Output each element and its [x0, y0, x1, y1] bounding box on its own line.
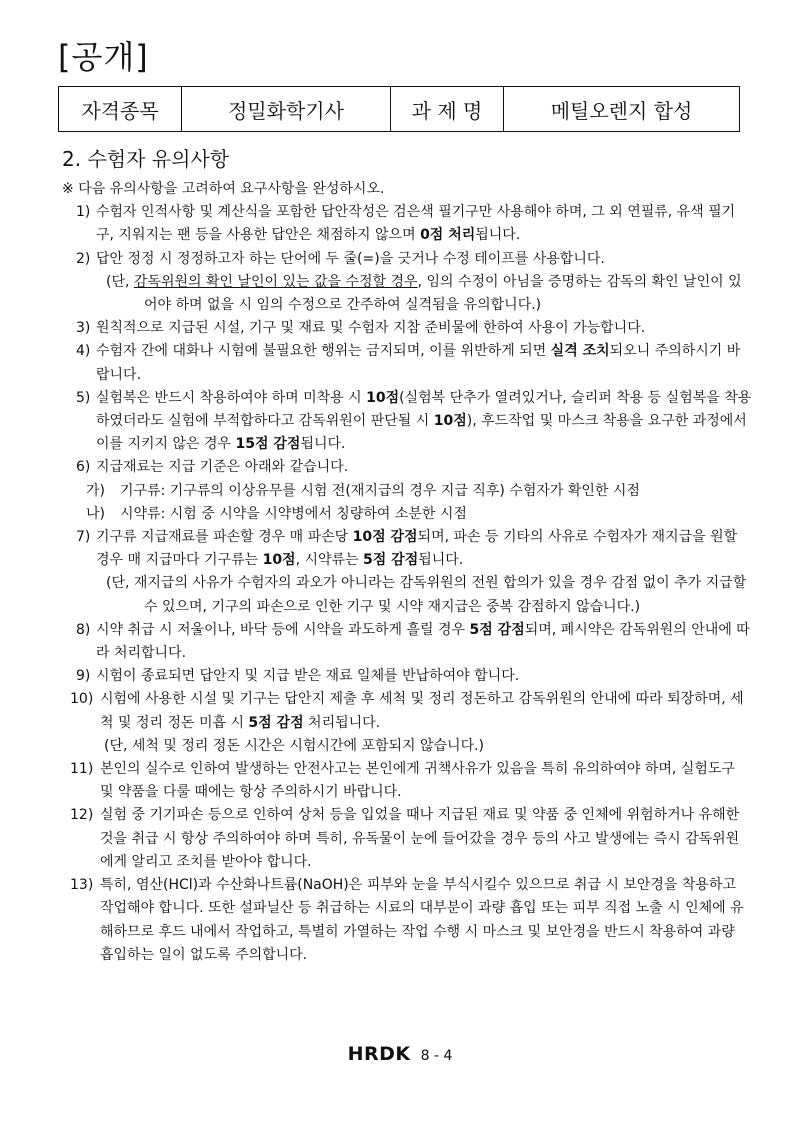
- item-note: (단, 세척 및 정리 정돈 시간은 시험시간에 포함되지 않습니다.): [104, 737, 485, 754]
- item-number: 6): [76, 459, 91, 476]
- emphasis-text: 5점 감점: [469, 621, 525, 638]
- item-number: 1): [76, 204, 91, 221]
- list-item: [62, 758, 752, 804]
- item-text: 원칙적으로 지급된 시설, 기구 및 재료 및 수험자 지참 준비물에 한하여 사용이 가능합니다.: [96, 320, 646, 337]
- item-number: 10): [70, 691, 94, 708]
- list-item: [62, 619, 752, 665]
- emphasis-text: 실격 조치: [550, 343, 610, 360]
- item-text: 되며, 파손 등 기타의 사유로 수험자가 재지급을 원할 경우 매 지급마다 기구류는: [96, 529, 738, 569]
- sub-item-number: 나): [86, 505, 105, 522]
- emphasis-text: 10점: [433, 413, 467, 430]
- item-number: 8): [76, 621, 91, 638]
- item-number: 12): [70, 807, 94, 824]
- item-text: 됩니다.: [300, 436, 346, 453]
- page-footer: [0, 1043, 800, 1065]
- item-text: 처리됩니다.: [303, 714, 381, 731]
- emphasis-text: 0점 처리: [420, 227, 476, 244]
- emphasis-text: 5점 감점: [363, 552, 419, 569]
- field-value-qualification: 정밀화학기사: [182, 87, 391, 132]
- field-label-qualification: 자격종목: [59, 87, 182, 132]
- item-note: [62, 271, 752, 317]
- list-item: [62, 387, 752, 457]
- note-text: , 임의 수정이 아님을 증명하는 감독의 확인 날인이 있어야 하며 없을 시 임의 수정으로 간주하여 실격됨을 유의합니다.): [144, 273, 742, 314]
- item-number: 2): [76, 250, 91, 267]
- item-text: 시험에 사용한 시설 및 기구는 답안지 제출 후 세척 및 정리 정돈하고 감독위원의 안내에 따라 퇴장하며, 세척 및 정리 정돈 미흡 시: [100, 691, 744, 731]
- item-text: 실험복은 반드시 착용하여야 하며 미착용 시: [96, 389, 367, 406]
- item-number: 5): [76, 389, 91, 406]
- item-text: 기구류 지급재료를 파손할 경우 매 파손당: [96, 529, 353, 546]
- emphasis-text: 10점: [366, 389, 400, 406]
- field-value-task: 메틸오렌지 합성: [504, 87, 740, 132]
- sub-item: [62, 503, 752, 526]
- list-item: [62, 317, 752, 340]
- note-text: (단,: [106, 273, 134, 290]
- item-text: 수험자 간에 대화나 시험에 불필요한 행위는 금지되며, 이를 위반하게 되면: [96, 343, 551, 360]
- list-item: [62, 874, 752, 967]
- hrdk-logo: HRDK: [347, 1043, 411, 1065]
- item-text: (실험복 단추가 열려있거나, 슬리퍼 착용 등 실험복을 착용하였더라도 실험에 부적합하다고 감독위원이 판단될 시: [96, 389, 752, 430]
- section-title: 2. 수험자 유의사항: [62, 147, 230, 171]
- list-item: [62, 526, 752, 572]
- item-text: 됩니다.: [475, 227, 521, 244]
- item-number: 3): [76, 320, 91, 337]
- item-text: 됩니다.: [418, 552, 464, 569]
- exam-info-table: [58, 86, 740, 132]
- list-item: [62, 201, 752, 247]
- item-text: ), 후드작업 및 마스크 착용을 요구한 과정에서 이를 지키지 않은 경우: [96, 413, 747, 453]
- sub-item-number: 가): [86, 482, 105, 499]
- instructions-body: [62, 178, 752, 967]
- item-number: 9): [76, 668, 91, 685]
- emphasis-text: 5점 감점: [248, 714, 304, 731]
- item-number: 13): [70, 877, 94, 894]
- intro-text: ※ 다음 유의사항을 고려하여 요구사항을 완성하시오.: [62, 181, 385, 197]
- item-number: 4): [76, 343, 91, 360]
- item-text: 특히, 염산(HCl)과 수산화나트륨(NaOH)은 피부와 눈을 부식시킬수 있으므로 취급 시 보안경을 착용하고 작업해야 합니다. 또한 설파닐산 등 취급하는 시료의 대부분이 과량 흡입 또는 피부 직접 노출 시 인체에 유해하므로 후드 내에서 작업하고, 특별히 가열하는 작업 수행 시 마스크 및 보안경을 반드시 착용하여 과량 흡입하는 일이 없도록 주의합니다.: [100, 877, 744, 963]
- item-note: (단, 재지급의 사유가 수험자의 과오가 아니라는 감독위원의 전원 합의가 있을 경우 감점 없이 추가 지급할 수 있으며, 기구의 파손으로 인한 기구 및 시약 재지급은 중복 감점하지 않습니다.): [106, 575, 747, 615]
- underlined-text: 감독위원의 확인 날인이 있는 값을 수정할 경우: [133, 273, 418, 290]
- item-text: 지급재료는 지급 기준은 아래와 같습니다.: [96, 459, 349, 476]
- list-item: [62, 340, 752, 386]
- emphasis-text: 10점 감점: [352, 529, 418, 546]
- item-text: 시험이 종료되면 답안지 및 지급 받은 재료 일체를 반납하여야 합니다.: [96, 668, 520, 685]
- item-text: 본인의 실수로 인하여 발생하는 안전사고는 본인에게 귀책사유가 있음을 특히 유의하여야 하며, 실험도구 및 약품을 다룰 때에는 항상 주의하시기 바랍니다.: [100, 761, 735, 801]
- list-item: [62, 665, 752, 688]
- field-label-task: 과 제 명: [391, 87, 504, 132]
- item-text: 실험 중 기기파손 등으로 인하여 상처 등을 입었을 때나 지급된 재료 및 약품 중 인체에 위험하거나 유해한 것을 취급 시 항상 주의하여야 하며 특히, 유독물이 눈에 들어갔을 경우 등의 사고 발생에는 즉시 감독위원에게 알리고 조치를 받아야 합니다.: [100, 807, 740, 870]
- list-item: [62, 804, 752, 874]
- page-number: 8 - 4: [420, 1048, 453, 1064]
- item-text: 수험자 인적사항 및 계산식을 포함한 답안작성은 검은색 필기구만 사용해야 하며, 그 외 연필류, 유색 필기구, 지워지는 팬 등을 사용한 답안은 채점하지 않으며: [96, 204, 736, 244]
- list-item: [62, 688, 752, 734]
- item-text: , 시약류는: [295, 552, 364, 569]
- item-text: 답안 정정 시 정정하고자 하는 단어에 두 줄(=)을 긋거나 수정 테이프를 사용합니다.: [96, 250, 605, 267]
- item-number: 7): [76, 529, 91, 546]
- sub-item-text: 기구류: 기구류의 이상유무를 시험 전(재지급의 경우 지급 직후) 수험자가 확인한 시점: [120, 482, 640, 499]
- item-text: 시약 취급 시 저울이나, 바닥 등에 시약을 과도하게 흘릴 경우: [96, 621, 470, 638]
- emphasis-text: 10점: [262, 552, 296, 569]
- list-item: [62, 248, 752, 271]
- item-text: 되오니 주의하시기 바랍니다.: [96, 343, 741, 383]
- emphasis-text: 15점 감점: [235, 436, 301, 453]
- sub-item-text: 시약류: 시험 중 시약을 시약병에서 칭량하여 소분한 시점: [120, 505, 467, 522]
- item-number: 11): [70, 761, 94, 778]
- item-text: 되며, 폐시약은 감독위원의 안내에 따라 처리합니다.: [96, 621, 750, 662]
- disclosure-stamp: [공개]: [58, 38, 149, 76]
- sub-item: [62, 480, 752, 503]
- list-item: [62, 456, 752, 479]
